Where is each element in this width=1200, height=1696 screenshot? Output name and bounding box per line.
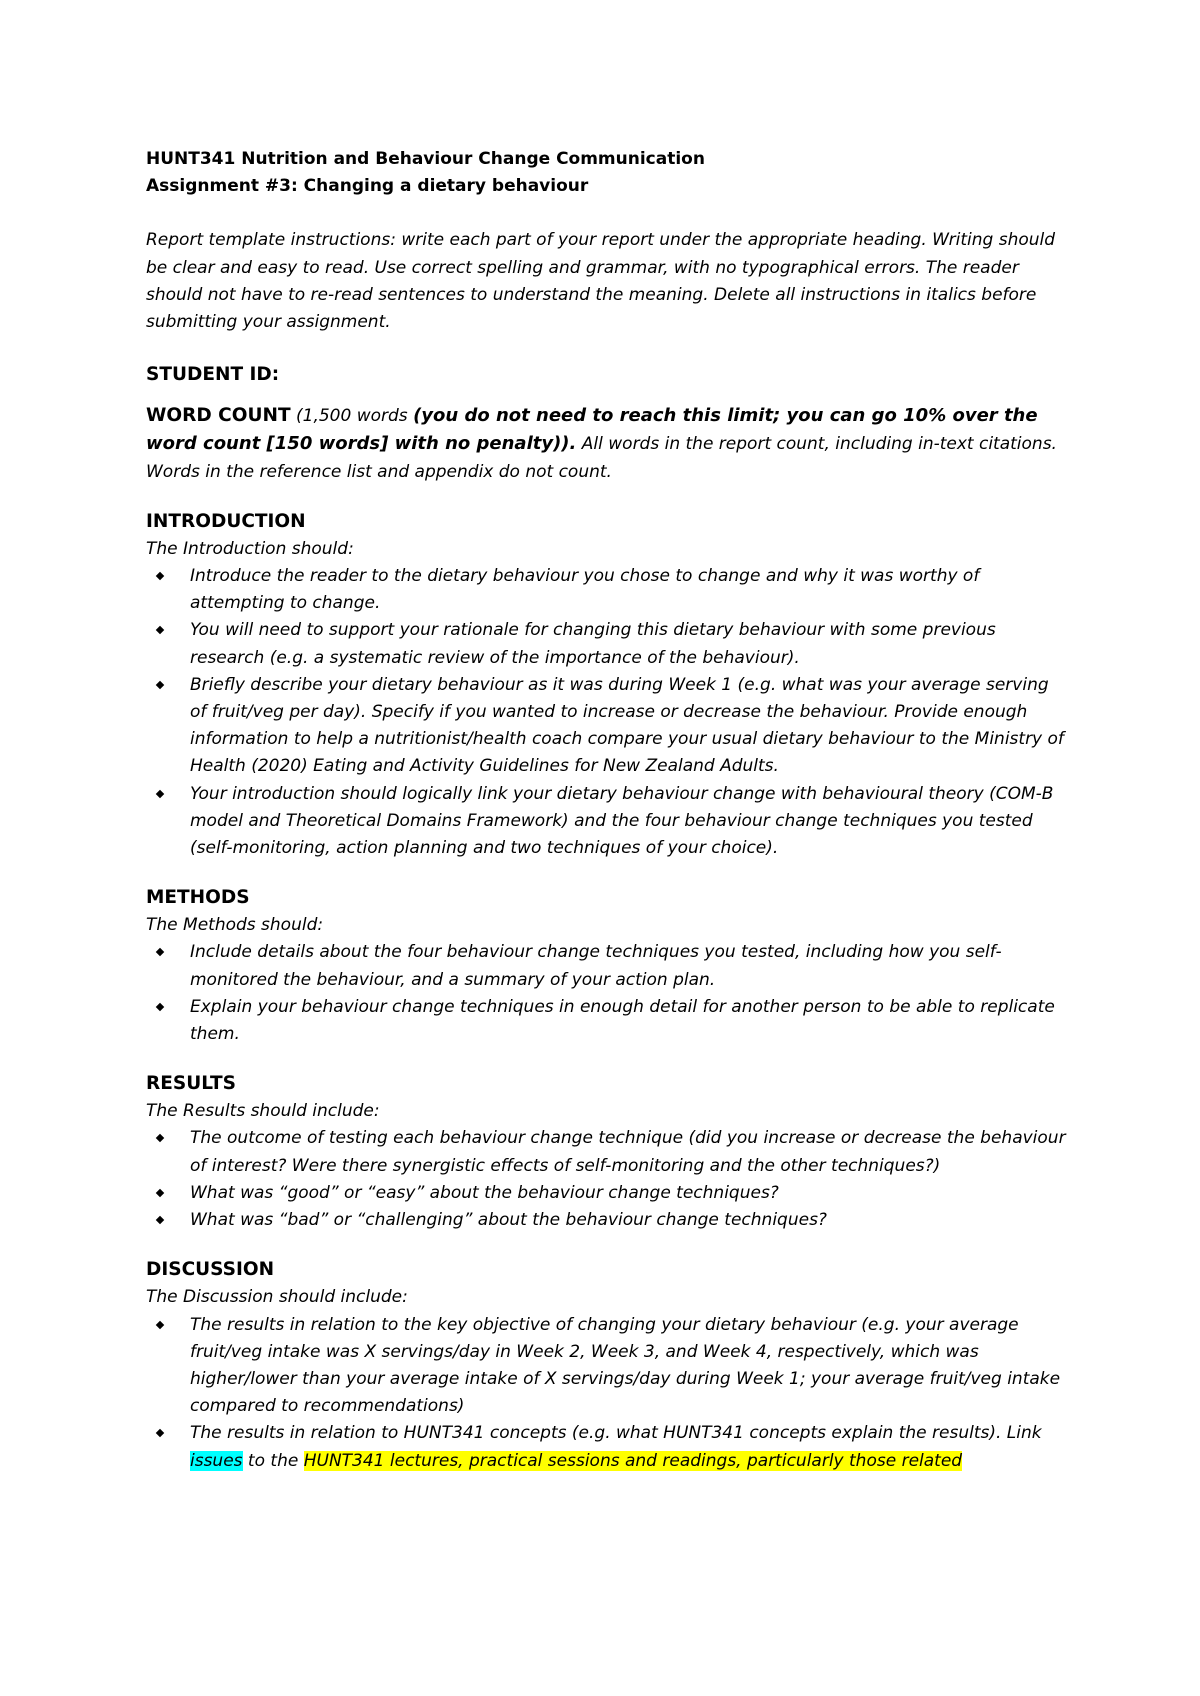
list-item: Briefly describe your dietary behaviour as it was during Week 1 (e.g. what was your average serving of fruit/veg per day). Specify if you wanted to increase or decrease the behaviour. Provide enough information to help a nutritionist/health coach compare your usual dietary behaviour to the Ministry of Health (2020) Eating and Activity Guidelines for New Zealand Adults.: [190, 672, 1066, 781]
list-item: The results in relation to the key objective of changing your dietary behaviour (e.g. your average fruit/veg intake was X servings/day in Week 2, Week 3, and Week 4, respectively, which was higher/lower than your average intake of X servings/day during Week 1; your average fruit/veg intake compared to recommendations): [190, 1312, 1066, 1421]
discussion-list: [146, 1312, 1066, 1475]
methods-intro: The Methods should:: [146, 915, 324, 936]
template-instructions: Report template instructions: write each part of your report under the appropriate heading. Writing should be clear and easy to read. Use correct spelling and grammar, with no typographical errors. The reader should not have to re-read sentences to understand the meaning. Delete all instructions in italics before submitting your assignment.: [146, 230, 1056, 333]
course-title: HUNT341 Nutrition and Behaviour Change Communication: [146, 149, 705, 169]
list-item: What was “bad” or “challenging” about the behaviour change techniques?: [190, 1207, 1066, 1234]
introduction-list: [146, 563, 1066, 862]
list-item: [190, 1420, 1066, 1474]
discussion-intro: The Discussion should include:: [146, 1287, 408, 1308]
discussion-heading: DISCUSSION: [146, 1259, 275, 1281]
introduction-intro: The Introduction should:: [146, 538, 354, 559]
methods-heading: METHODS: [146, 887, 250, 909]
discussion-last-text: The results in relation to HUNT341 concepts (e.g. what HUNT341 concepts explain the results). Link: [190, 1423, 1042, 1444]
highlight-issues: issues: [190, 1450, 243, 1471]
assignment-title: Assignment #3: Changing a dietary behaviour: [146, 176, 589, 197]
introduction-heading: INTRODUCTION: [146, 510, 306, 532]
word-count-paragraph: [146, 402, 1066, 486]
results-intro: The Results should include:: [146, 1101, 380, 1122]
list-item: Explain your behaviour change techniques in enough detail for another person to be able to replicate them.: [190, 994, 1066, 1048]
results-heading: RESULTS: [146, 1073, 236, 1095]
word-count-rest: All words in the report count, including in-text citations. Words in the reference list and appendix do not count.: [146, 434, 1057, 482]
list-item: Include details about the four behaviour change techniques you tested, including how you self-monitored the behaviour, and a summary of your action plan.: [190, 939, 1066, 993]
discussion-last-mid: to the: [242, 1450, 304, 1471]
document-body: [146, 146, 1066, 1475]
list-item: Introduce the reader to the dietary behaviour you chose to change and why it was worthy of attempting to change.: [190, 563, 1066, 617]
list-item: Your introduction should logically link your dietary behaviour change with behavioural theory (COM-B model and Theoretical Domains Framework) and the four behaviour change techniques you tested (self-monitoring, action planning and two techniques of your choice).: [190, 781, 1066, 863]
word-count-note: (you do not need to reach this limit; you can go 10% over the word count [150 words] with no penalty)).: [146, 405, 1038, 455]
list-item: The outcome of testing each behaviour change technique (did you increase or decrease the behaviour of interest? Were there synergistic effects of self-monitoring and the other techniques?): [190, 1125, 1066, 1179]
highlight-lectures: HUNT341 lectures, practical sessions and readings, particularly those related: [303, 1450, 963, 1471]
list-item: You will need to support your rationale for changing this dietary behaviour with some previous research (e.g. a systematic review of the importance of the behaviour).: [190, 617, 1066, 671]
list-item: What was “good” or “easy” about the behaviour change techniques?: [190, 1180, 1066, 1207]
word-count-limit: (1,500 words: [290, 406, 414, 427]
word-count-label: WORD COUNT: [146, 405, 291, 427]
methods-list: [146, 939, 1066, 1048]
student-id-label: STUDENT ID:: [146, 364, 280, 386]
results-list: [146, 1125, 1066, 1234]
